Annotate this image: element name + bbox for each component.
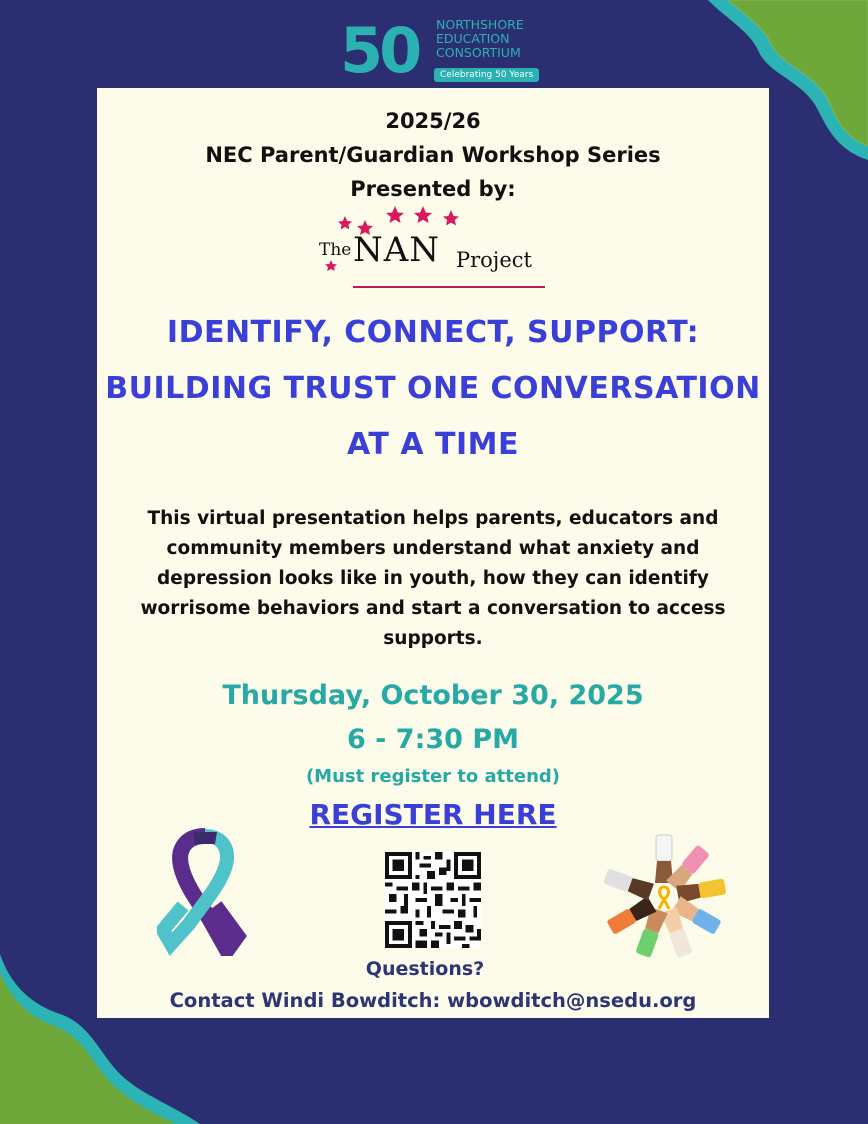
questions-label: Questions? <box>365 958 485 980</box>
logo-underline <box>353 286 545 288</box>
registration-note: (Must register to attend) <box>305 766 561 787</box>
logo-the: The <box>319 240 352 260</box>
nec-logo <box>340 16 540 86</box>
title-line-3: AT A TIME <box>347 427 519 462</box>
flyer-card <box>97 88 769 1018</box>
event-time: 6 - 7:30 PM <box>346 724 519 755</box>
nan-project-logo <box>319 204 549 294</box>
qr-code[interactable] <box>385 852 481 948</box>
header-presented: Presented by: <box>350 177 516 201</box>
register-link-label[interactable]: REGISTER HERE <box>309 798 557 831</box>
event-date: Thursday, October 30, 2025 <box>222 680 644 711</box>
title-line-2: BUILDING TRUST ONE CONVERSATION <box>105 371 761 406</box>
header-year: 2025/26 <box>385 109 481 133</box>
logo-nan: NAN <box>353 230 441 270</box>
logo-line-3: CONSORTIUM <box>436 45 521 60</box>
logo-tagline: Celebrating 50 Years <box>434 68 539 82</box>
logo-number: 50 <box>340 14 419 87</box>
logo-text <box>436 18 524 60</box>
logo-line-2: EDUCATION <box>436 31 510 46</box>
logo-project: Project <box>456 248 532 272</box>
contact-line[interactable]: Contact Windi Bowditch: wbowditch@nsedu.org <box>169 989 697 1012</box>
event-title <box>97 305 769 473</box>
header-block <box>97 104 769 206</box>
header-series: NEC Parent/Guardian Workshop Series <box>205 143 661 167</box>
event-description: This virtual presentation helps parents, educators and community members understand what anxiety and depression looks like in youth, how they can identify worrisome behaviors and start a conversation to access supports. <box>140 508 726 649</box>
awareness-ribbon-icon <box>157 826 247 956</box>
logo-line-1: NORTHSHORE <box>436 17 524 32</box>
title-line-1: IDENTIFY, CONNECT, SUPPORT: <box>166 315 700 350</box>
circle-of-hands-icon <box>599 832 729 962</box>
